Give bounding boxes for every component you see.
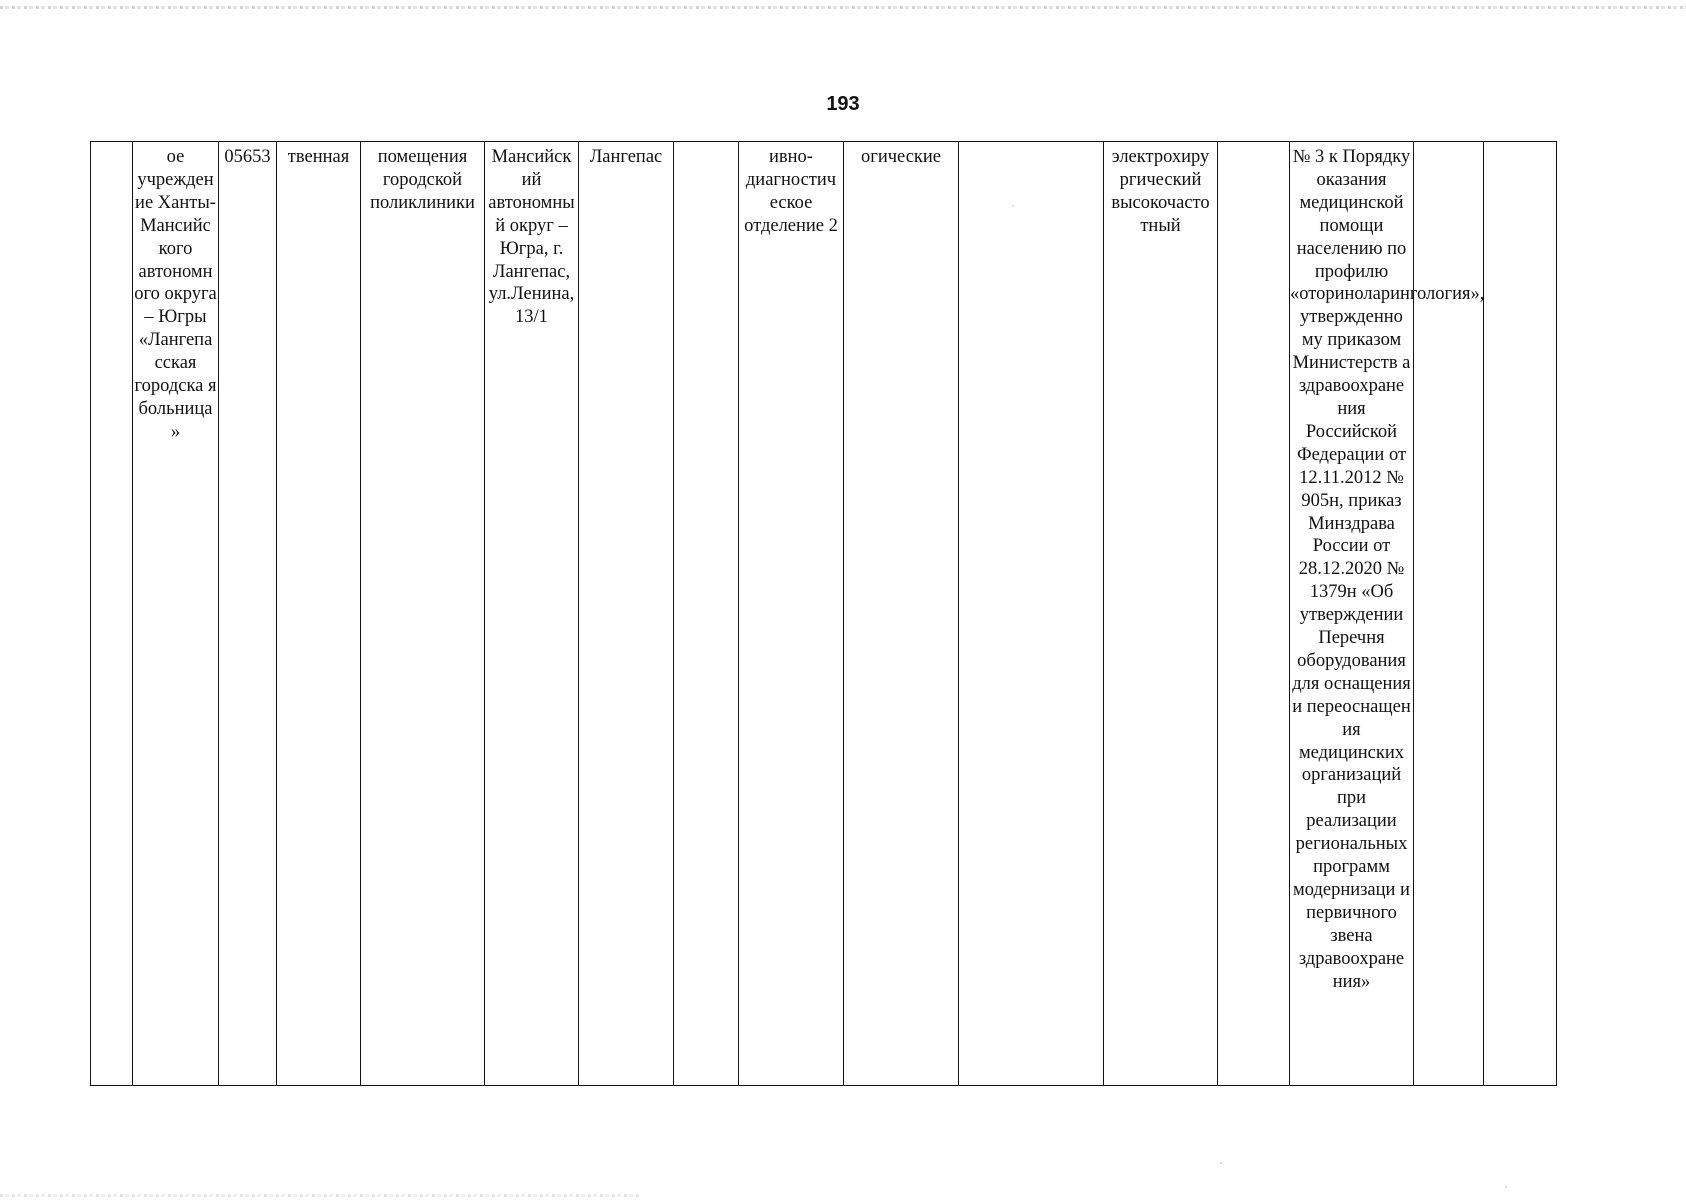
cell-city: Лангепас <box>579 142 674 1086</box>
scan-speck <box>1012 205 1014 207</box>
scan-speck <box>1220 1162 1222 1164</box>
cell-col-11 <box>959 142 1104 1086</box>
table-row <box>91 142 1557 1086</box>
cell-col-8 <box>674 142 739 1086</box>
cell-premises: помещения городской поликлиники <box>361 142 485 1086</box>
cell-equipment: электрохиру ргический высокочасто тный <box>1104 142 1218 1086</box>
cell-col-1 <box>91 142 133 1086</box>
cell-department: ивно-диагностич еское отделение 2 <box>739 142 844 1086</box>
scan-speck <box>1505 1186 1507 1188</box>
cell-col-13 <box>1218 142 1290 1086</box>
equipment-table <box>90 141 1557 1086</box>
scan-edge-bottom <box>0 1194 640 1197</box>
cell-procedures: огические <box>844 142 959 1086</box>
cell-ownership: твенная <box>277 142 361 1086</box>
scan-edge-top <box>0 6 1686 9</box>
cell-institution: ое учрежден ие Ханты-Мансийс кого автономн ого округа – Югры «Лангепа сская городска я больница » <box>133 142 219 1086</box>
cell-col-16 <box>1484 142 1557 1086</box>
cell-address: Мансийск ий автономны й округ – Югра, г. Лангепас, ул.Ленина, 13/1 <box>485 142 579 1086</box>
cell-basis: № 3 к Порядку оказания медицинской помощи населению по профилю «оториноларингология», утвержденно му приказом Министерств а здравоохране ния Российской Федерации от 12.11.2012 № 905н, приказ Минздрава России от 28.12.2020 № 1379н «Об утверждении Перечня оборудования для оснащения и переоснащен ия медицинских организаций при реализации региональных программ модернизаци и первичного звена здравоохране ния» <box>1290 142 1414 1086</box>
cell-code: 05653 <box>219 142 277 1086</box>
page-number: 193 <box>826 93 860 115</box>
